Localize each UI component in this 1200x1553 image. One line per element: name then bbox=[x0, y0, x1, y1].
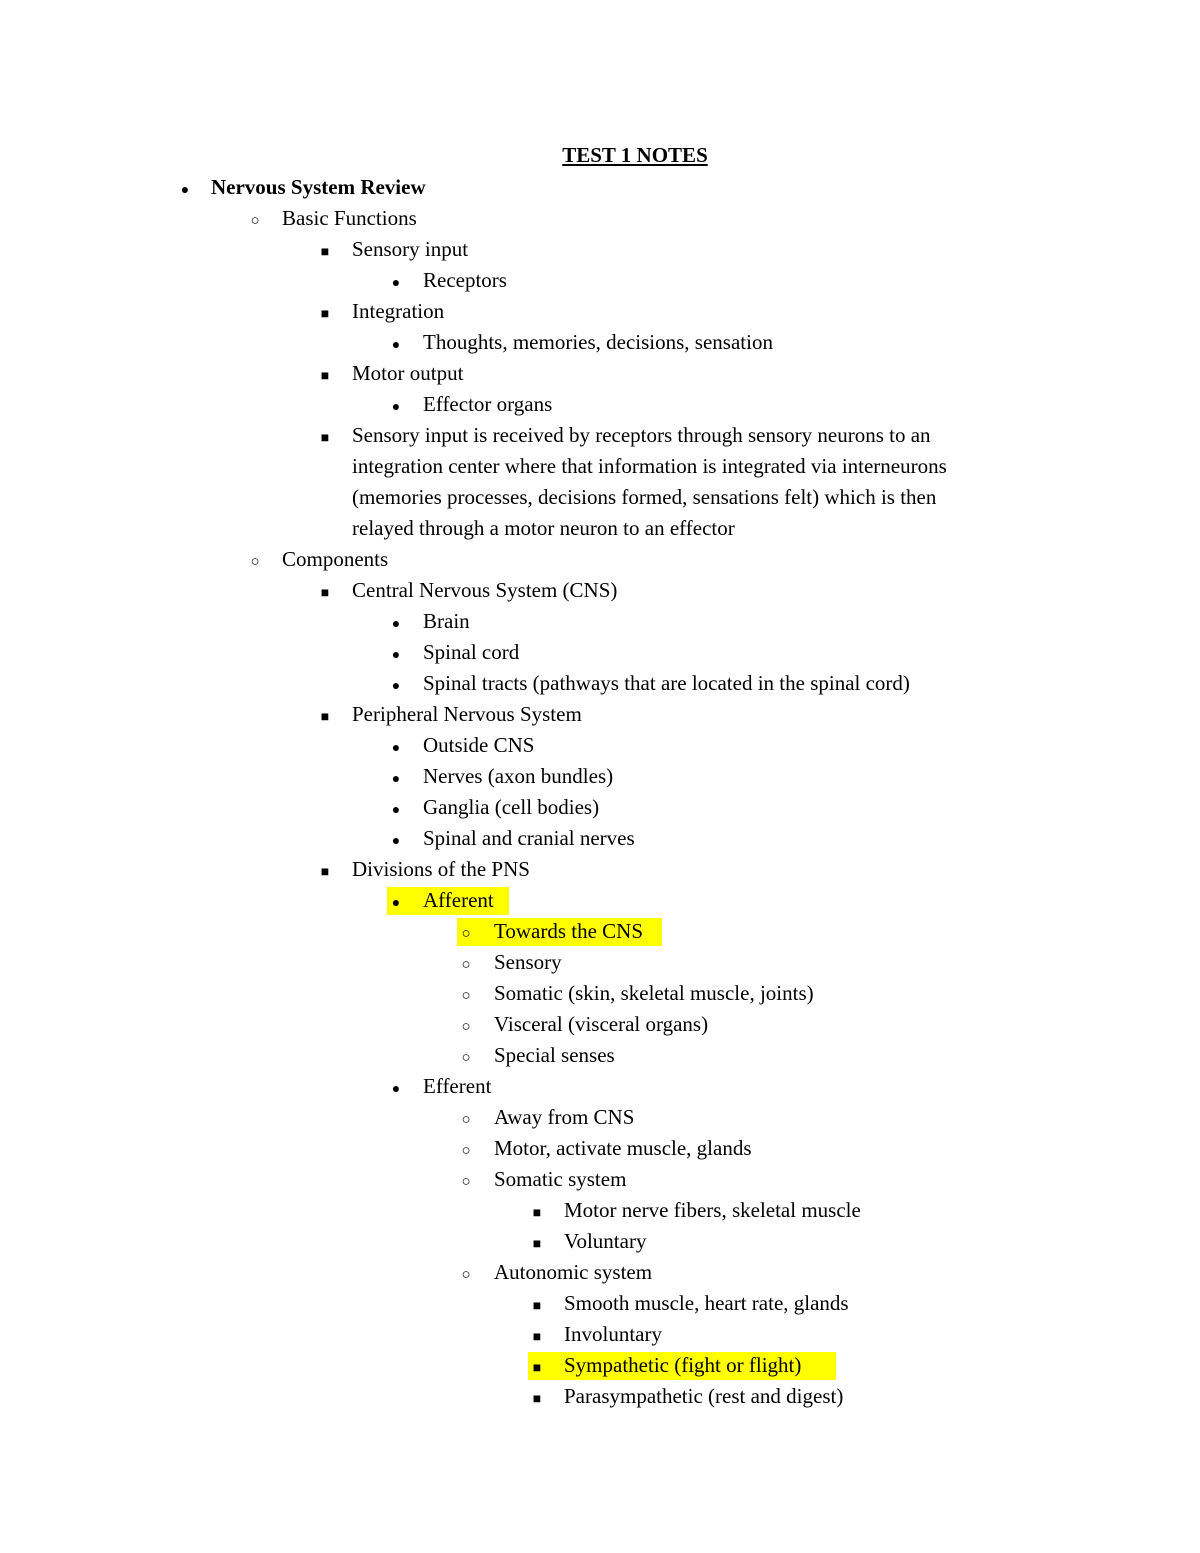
list-item bbox=[0, 234, 1200, 265]
item-basic-functions: Basic Functions bbox=[282, 206, 417, 230]
bullet-disc-icon bbox=[386, 823, 406, 857]
bullet-circle-icon bbox=[456, 1009, 476, 1043]
list-item bbox=[0, 1133, 1200, 1164]
item-spinal-cranial: Spinal and cranial nerves bbox=[423, 826, 635, 850]
item-involuntary: Involuntary bbox=[564, 1322, 662, 1346]
list-item bbox=[0, 1164, 1200, 1195]
bullet-square-icon bbox=[315, 358, 335, 392]
bullet-square-icon bbox=[527, 1226, 547, 1260]
list-item bbox=[0, 916, 1200, 947]
list-item bbox=[0, 1195, 1200, 1226]
bullet-circle-icon bbox=[456, 947, 476, 981]
list-item bbox=[0, 420, 1200, 451]
item-divisions: Divisions of the PNS bbox=[352, 857, 530, 881]
item-motor-nerve: Motor nerve fibers, skeletal muscle bbox=[564, 1198, 861, 1222]
list-item bbox=[0, 1102, 1200, 1133]
bullet-square-icon bbox=[527, 1319, 547, 1353]
list-item bbox=[0, 575, 1200, 606]
bullet-disc-icon bbox=[175, 172, 195, 206]
list-item bbox=[0, 1257, 1200, 1288]
bullet-square-icon bbox=[527, 1195, 547, 1229]
list-item bbox=[0, 1319, 1200, 1350]
list-item bbox=[0, 885, 1200, 916]
item-spinal-tracts: Spinal tracts (pathways that are located in the spinal cord) bbox=[423, 671, 910, 695]
bullet-disc-icon bbox=[386, 606, 406, 640]
item-sensory: Sensory bbox=[494, 950, 562, 974]
list-item bbox=[0, 699, 1200, 730]
list-item-continuation bbox=[0, 482, 1200, 513]
bullet-circle-icon bbox=[245, 203, 265, 237]
item-somatic-system: Somatic system bbox=[494, 1167, 627, 1191]
list-item bbox=[0, 265, 1200, 296]
list-item bbox=[0, 1226, 1200, 1257]
bullet-disc-icon bbox=[386, 1071, 406, 1105]
list-item bbox=[0, 637, 1200, 668]
list-item bbox=[0, 668, 1200, 699]
bullet-square-icon bbox=[527, 1350, 547, 1384]
list-item bbox=[0, 761, 1200, 792]
list-item bbox=[0, 947, 1200, 978]
item-parasympathetic: Parasympathetic (rest and digest) bbox=[564, 1384, 844, 1408]
list-item bbox=[0, 854, 1200, 885]
page-title: TEST 1 NOTES bbox=[562, 143, 708, 167]
bullet-square-icon bbox=[315, 234, 335, 268]
bullet-square-icon bbox=[315, 420, 335, 454]
item-somatic-afferent: Somatic (skin, skeletal muscle, joints) bbox=[494, 981, 814, 1005]
bullet-circle-icon bbox=[456, 1257, 476, 1291]
list-item bbox=[0, 606, 1200, 637]
list-item bbox=[0, 1071, 1200, 1102]
list-item bbox=[0, 296, 1200, 327]
list-item bbox=[0, 389, 1200, 420]
item-outside-cns: Outside CNS bbox=[423, 733, 535, 757]
list-item bbox=[0, 1350, 1200, 1381]
bullet-square-icon bbox=[315, 854, 335, 888]
item-nerves: Nerves (axon bundles) bbox=[423, 764, 614, 788]
bullet-circle-icon bbox=[456, 1133, 476, 1167]
bullet-disc-icon bbox=[386, 730, 406, 764]
list-item bbox=[0, 1009, 1200, 1040]
bullet-disc-icon bbox=[386, 668, 406, 702]
list-item bbox=[0, 327, 1200, 358]
bullet-disc-icon bbox=[386, 265, 406, 299]
item-pns: Peripheral Nervous System bbox=[352, 702, 582, 726]
item-motor-output: Motor output bbox=[352, 361, 464, 385]
list-item bbox=[0, 358, 1200, 389]
list-item bbox=[0, 978, 1200, 1009]
bullet-square-icon bbox=[315, 575, 335, 609]
item-brain: Brain bbox=[423, 609, 470, 633]
item-ganglia: Ganglia (cell bodies) bbox=[423, 795, 600, 819]
bullet-square-icon bbox=[527, 1381, 547, 1415]
item-motor-activate: Motor, activate muscle, glands bbox=[494, 1136, 752, 1160]
bullet-disc-icon bbox=[386, 761, 406, 795]
item-visceral: Visceral (visceral organs) bbox=[494, 1012, 709, 1036]
bullet-disc-icon bbox=[386, 637, 406, 671]
item-spinal-cord: Spinal cord bbox=[423, 640, 520, 664]
item-autonomic: Autonomic system bbox=[494, 1260, 653, 1284]
list-item bbox=[0, 792, 1200, 823]
list-item bbox=[0, 203, 1200, 234]
list-item bbox=[0, 1288, 1200, 1319]
item-towards-cns: Towards the CNS bbox=[494, 919, 644, 943]
list-item-continuation bbox=[0, 513, 1200, 544]
item-voluntary: Voluntary bbox=[564, 1229, 647, 1253]
item-afferent: Afferent bbox=[423, 888, 494, 912]
bullet-circle-icon bbox=[456, 1102, 476, 1136]
bullet-square-icon bbox=[315, 699, 335, 733]
summary-line: integration center where that information is integrated via interneurons bbox=[352, 454, 947, 478]
item-special-senses: Special senses bbox=[494, 1043, 615, 1067]
bullet-square-icon bbox=[315, 296, 335, 330]
list-item-continuation bbox=[0, 451, 1200, 482]
item-efferent: Efferent bbox=[423, 1074, 492, 1098]
heading-nervous-system-review: Nervous System Review bbox=[211, 175, 426, 199]
item-receptors: Receptors bbox=[423, 268, 507, 292]
bullet-disc-icon bbox=[386, 327, 406, 361]
bullet-disc-icon bbox=[386, 792, 406, 826]
list-item bbox=[0, 823, 1200, 854]
summary-line: (memories processes, decisions formed, sensations felt) which is then bbox=[352, 485, 937, 509]
list-item bbox=[0, 544, 1200, 575]
list-item bbox=[0, 1040, 1200, 1071]
item-sensory-input: Sensory input bbox=[352, 237, 469, 261]
item-thoughts: Thoughts, memories, decisions, sensation bbox=[423, 330, 773, 354]
item-smooth-muscle: Smooth muscle, heart rate, glands bbox=[564, 1291, 849, 1315]
item-integration: Integration bbox=[352, 299, 445, 323]
item-components: Components bbox=[282, 547, 389, 571]
bullet-circle-icon bbox=[456, 1040, 476, 1074]
list-item bbox=[0, 172, 1200, 203]
bullet-disc-icon bbox=[386, 885, 406, 919]
bullet-circle-icon bbox=[245, 544, 265, 578]
list-item bbox=[0, 1381, 1200, 1412]
bullet-circle-icon bbox=[456, 1164, 476, 1198]
item-cns: Central Nervous System (CNS) bbox=[352, 578, 618, 602]
summary-line: Sensory input is received by receptors through sensory neurons to an bbox=[352, 423, 931, 447]
bullet-circle-icon bbox=[456, 978, 476, 1012]
list-item bbox=[0, 730, 1200, 761]
bullet-circle-icon bbox=[456, 916, 476, 950]
outline-list bbox=[0, 172, 1200, 1412]
item-effector-organs: Effector organs bbox=[423, 392, 553, 416]
item-away-cns: Away from CNS bbox=[494, 1105, 635, 1129]
bullet-disc-icon bbox=[386, 389, 406, 423]
bullet-square-icon bbox=[527, 1288, 547, 1322]
summary-line: relayed through a motor neuron to an effector bbox=[352, 516, 735, 540]
item-sympathetic: Sympathetic (fight or flight) bbox=[564, 1353, 802, 1377]
